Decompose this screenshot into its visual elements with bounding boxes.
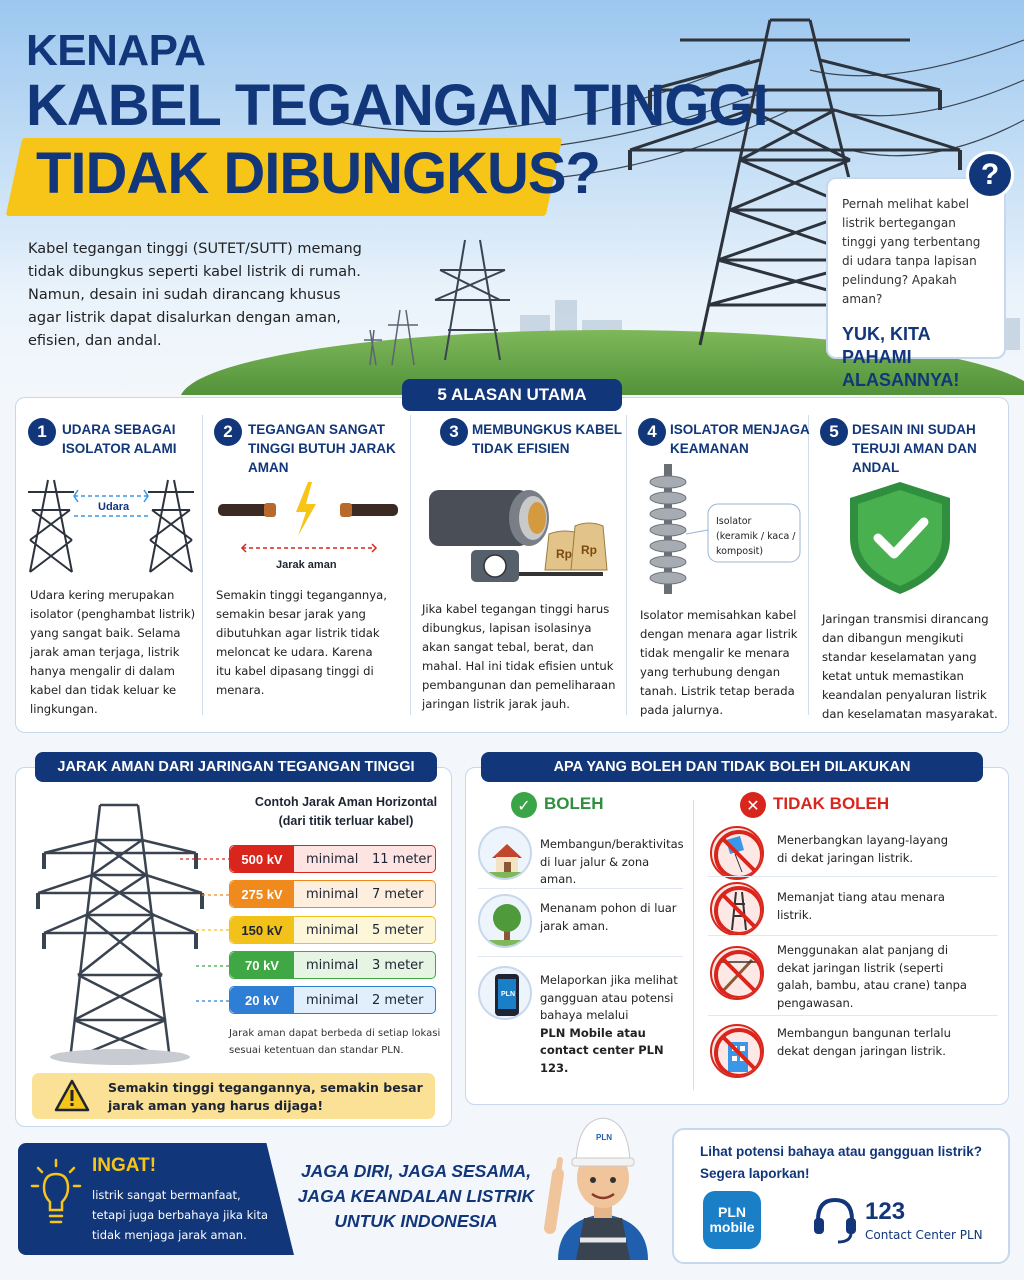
boleh-item-3-text: Melaporkan jika melihat gangguan atau potensi bahaya melalui [540, 973, 678, 1022]
divider [626, 415, 627, 715]
reason-card-5 [810, 410, 1006, 726]
boleh-heading: BOLEH [544, 794, 604, 813]
divider [708, 935, 998, 936]
reason-title: MEMBUNGKUS KABEL TIDAK EFISIEN [472, 422, 622, 456]
divider [708, 1015, 998, 1016]
tower-distance-illustration [30, 795, 230, 1065]
question-mark-icon: ? [966, 151, 1014, 199]
tidak-boleh-heading: TIDAK BOLEH [773, 794, 890, 813]
voltage-label: 20 kV [230, 987, 294, 1013]
distance-row-20kv [229, 986, 436, 1014]
divider [708, 876, 998, 877]
reason-number: 1 [28, 418, 56, 446]
safe-gap-illustration [204, 470, 404, 590]
distance-row-150kv [229, 916, 436, 944]
meter-value: 2 meter [372, 992, 424, 1008]
voltage-label: 70 kV [230, 952, 294, 978]
kite-prohibited-icon [710, 826, 764, 880]
reason-title: DESAIN INI SUDAH TERUJI AMAN DAN ANDAL [852, 422, 977, 475]
reasons-heading: 5 ALASAN UTAMA [402, 379, 622, 411]
rupiah-label: Rp [556, 547, 572, 561]
minimal-label: minimal [306, 922, 359, 938]
reason-card-4 [628, 410, 808, 726]
report-text: Lihat potensi bahaya atau gangguan listrik? Segera laporkan! [700, 1144, 983, 1181]
shield-check-icon [810, 476, 1006, 596]
reason-body: Udara kering merupakan isolator (penghambat listrik) yang sangat baik. Selama jarak aman terjaga, listrik hanya mengalir di dalam kabel dan tidak keluar ke lingkungan. [30, 588, 196, 716]
house-icon [478, 826, 532, 880]
contact-center-number[interactable]: 123 [865, 1198, 906, 1225]
reminder-title: INGAT! [92, 1155, 157, 1176]
app-name-line2: mobile [709, 1219, 755, 1235]
reason-body: Semakin tinggi tegangannya, semakin besar jarak yang dibutuhkan agar listrik tidak meloncat ke udara. Karena itu kabel dipasang tinggi di menara. [216, 588, 387, 697]
reason-title: ISOLATOR MENJAGA KEAMANAN [670, 422, 810, 456]
warning-box [32, 1073, 435, 1119]
long-tool-prohibited-icon [710, 946, 764, 1000]
voltage-label: 275 kV [230, 881, 294, 907]
minimal-label: minimal [306, 957, 359, 973]
reason-body: Jaringan transmisi dirancang dan dibangun mengikuti standar keselamatan yang ketat untuk memastikan keandalan penyaluran listrik dan keselamatan masyarakat. [822, 612, 998, 721]
do-dont-heading: APA YANG BOLEH DAN TIDAK BOLEH DILAKUKAN [481, 752, 983, 782]
divider [478, 888, 683, 889]
distance-row-70kv [229, 951, 436, 979]
tidak-boleh-item-1: Menerbangkan layang-layang di dekat jaringan listrik. [777, 833, 948, 865]
headset-icon [810, 1192, 860, 1244]
column-divider [693, 800, 694, 1090]
minimal-label: minimal [306, 992, 359, 1008]
reason-card-2 [204, 410, 409, 726]
pln-worker-mascot [528, 1100, 678, 1260]
air-insulator-illustration [18, 470, 218, 590]
cross-icon: ✕ [740, 792, 766, 818]
distance-row-275kv [229, 880, 436, 908]
question-cta: YUK, KITA PAHAMI ALASANNYA! [842, 324, 960, 390]
tidak-boleh-item-3: Menggunakan alat panjang di dekat jaringan listrik (seperti galah, bambu, atau crane) tanpa pengawasan. [777, 943, 967, 1010]
rupiah-label: Rp [581, 543, 597, 557]
climb-prohibited-icon [710, 882, 764, 936]
divider [808, 415, 809, 715]
meter-value: 7 meter [372, 886, 424, 902]
reason-body: Jika kabel tegangan tinggi harus dibungkus, lapisan isolasinya akan sangat tebal, berat, dan mahal. Hal ini tidak efisien untuk pembangunan dan pemeliharaan jaringan listrik jarak jauh. [422, 602, 616, 711]
reason-number: 2 [214, 418, 242, 446]
air-label: Udara [98, 501, 130, 513]
distance-subtitle: Contoh Jarak Aman Horizontal (dari titik terluar kabel) [254, 795, 438, 828]
reason-card-3 [412, 410, 626, 726]
wrapped-cable-illustration [412, 470, 626, 590]
boleh-item-3-bold: PLN Mobile atau contact center PLN 123. [540, 1025, 664, 1075]
check-icon: ✓ [511, 792, 537, 818]
reason-title: UDARA SEBAGAI ISOLATOR ALAMI [62, 422, 177, 456]
warning-icon [54, 1079, 90, 1113]
lightbulb-icon [30, 1158, 82, 1232]
reason-body: Isolator memisahkan kabel dengan menara agar listrik tidak mengalir ke menara yang terhubung dengan tanah. Listrik tetap berada pada jalurnya. [640, 608, 798, 717]
voltage-label: 150 kV [230, 917, 294, 943]
helmet-logo: PLN [596, 1133, 612, 1142]
reminder-text: listrik sangat bermanfaat, tetapi juga berbahaya jika kita tidak menjaga jarak aman. [92, 1188, 269, 1242]
reason-number: 4 [638, 418, 666, 446]
distance-note: Jarak aman dapat berbeda di setiap lokasi sesuai ketentuan dan standar PLN. [229, 1028, 441, 1056]
meter-value: 5 meter [372, 922, 424, 938]
distance-row-500kv [229, 845, 436, 873]
title-line-1: KENAPA [26, 26, 206, 75]
boleh-item-3 [540, 972, 685, 1077]
tree-icon [478, 894, 532, 948]
insulator-label: Isolator (keramik / kaca / komposit) [716, 516, 796, 557]
reason-title: TEGANGAN SANGAT TINGGI BUTUH JARAK AMAN [248, 422, 396, 475]
warning-text: Semakin tinggi tegangannya, semakin besar jarak aman yang harus dijaga! [108, 1080, 423, 1113]
pln-mobile-phone-icon [478, 966, 532, 1020]
tidak-boleh-item-2: Memanjat tiang atau menara listrik. [777, 890, 945, 922]
divider [478, 956, 683, 957]
boleh-item-1: Membangun/beraktivitas di luar jalur & zona aman. [540, 837, 684, 886]
title-line-3: TIDAK DIBUNGKUS? [36, 141, 600, 206]
title-line-2: KABEL TEGANGAN TINGGI [26, 73, 768, 138]
slogan: JAGA DIRI, JAGA SESAMA, JAGA KEANDALAN LISTRIK UNTUK INDONESIA [297, 1161, 535, 1231]
divider [410, 415, 411, 715]
hero-banner [0, 0, 1024, 395]
tidak-boleh-item-4: Membangun bangunan terlalu dekat dengan jaringan listrik. [777, 1026, 951, 1058]
boleh-item-2: Menanam pohon di luar jarak aman. [540, 901, 677, 933]
building-prohibited-icon [710, 1024, 764, 1078]
reason-card-1 [18, 410, 202, 726]
intro-paragraph: Kabel tegangan tinggi (SUTET/SUTT) memang tidak dibungkus seperti kabel listrik di rumah. Namun, desain ini sudah dirancang khusus agar listrik dapat disalurkan dengan aman, efisien, dan andal. [28, 241, 362, 349]
meter-value: 11 meter [372, 851, 432, 867]
voltage-label: 500 kV [230, 846, 294, 872]
phone-app-label: PLN [501, 991, 515, 998]
pln-mobile-app-button[interactable] [703, 1191, 761, 1249]
minimal-label: minimal [306, 886, 359, 902]
app-name-line1: PLN [718, 1204, 746, 1220]
minimal-label: minimal [306, 851, 359, 867]
meter-value: 3 meter [372, 957, 424, 973]
safe-distance-heading: JARAK AMAN DARI JARINGAN TEGANGAN TINGGI [35, 752, 437, 782]
reason-number: 5 [820, 418, 848, 446]
contact-center-label: Contact Center PLN [865, 1228, 983, 1242]
safe-gap-label: Jarak aman [276, 559, 337, 571]
reason-number: 3 [440, 418, 468, 446]
question-box [826, 177, 1006, 390]
question-text: Pernah melihat kabel listrik bertegangan tinggi yang terbentang di udara tanpa lapisan pelindung? Apakah aman? [842, 197, 981, 306]
